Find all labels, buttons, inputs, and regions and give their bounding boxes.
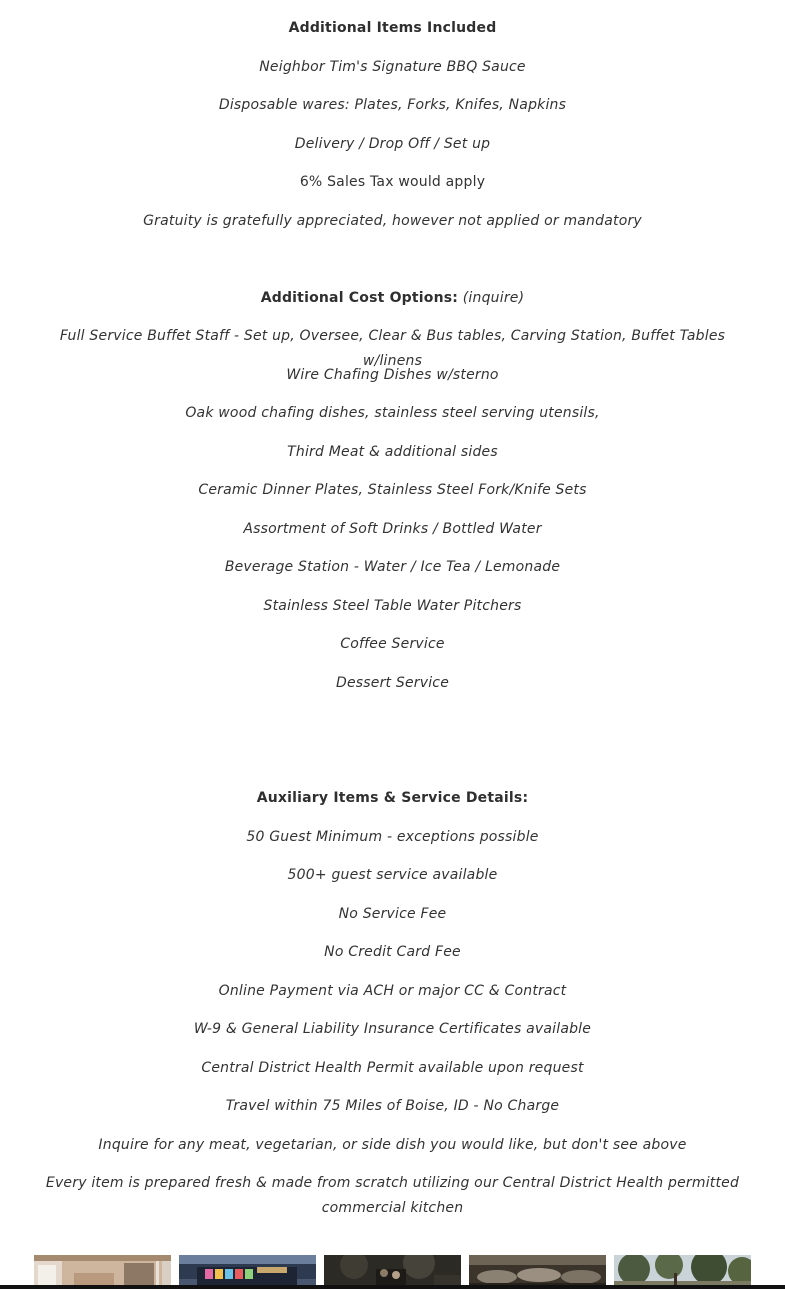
- cost-option-item: Dessert Service: [335, 675, 450, 691]
- cost-option-item: Full Service Buffet Staff - Set up, Oversee, Clear & Bus tables, Carving Station, Buffet Tables w/linens: [59, 328, 726, 369]
- gallery-thumb-restaurant-interior[interactable]: [34, 1255, 171, 1289]
- auxiliary-item: 500+ guest service available: [287, 867, 498, 883]
- auxiliary-item: No Service Fee: [338, 906, 447, 922]
- page-bottom-border: [0, 1285, 785, 1289]
- included-item: Neighbor Tim's Signature BBQ Sauce: [259, 59, 526, 75]
- cost-options-heading: Additional Cost Options:: [260, 290, 459, 306]
- gallery-thumb-buffet-table[interactable]: [469, 1255, 606, 1289]
- cost-option-item: Beverage Station - Water / Ice Tea / Lemonade: [224, 559, 561, 575]
- auxiliary-heading: Auxiliary Items & Service Details:: [256, 790, 529, 806]
- auxiliary-item: Inquire for any meat, vegetarian, or side dish you would like, but don't see above: [98, 1137, 687, 1153]
- cost-option-item: Assortment of Soft Drinks / Bottled Water: [243, 521, 542, 537]
- included-item: Disposable wares: Plates, Forks, Knifes, Napkins: [218, 97, 567, 113]
- cost-option-item: Wire Chafing Dishes w/sterno: [286, 367, 499, 383]
- included-item: Delivery / Drop Off / Set up: [294, 136, 491, 152]
- included-heading: Additional Items Included: [288, 20, 497, 36]
- gallery-thumb-outdoor-event[interactable]: [324, 1255, 461, 1289]
- gallery-thumb-tree-park[interactable]: [614, 1255, 751, 1289]
- cost-option-item: Oak wood chafing dishes, stainless steel serving utensils,: [185, 405, 600, 421]
- auxiliary-item: Online Payment via ACH or major CC & Contract: [218, 983, 567, 999]
- photo-gallery: [34, 1255, 751, 1289]
- cost-option-item: Stainless Steel Table Water Pitchers: [263, 598, 522, 614]
- auxiliary-item: No Credit Card Fee: [324, 944, 461, 960]
- cost-option-item: Coffee Service: [340, 636, 445, 652]
- cost-options-note: (inquire): [462, 290, 525, 306]
- restaurant-interior-photo-icon: [34, 1255, 171, 1289]
- included-item: Gratuity is gratefully appreciated, however not applied or mandatory: [143, 213, 642, 229]
- cost-options-heading-row: [28, 286, 757, 311]
- auxiliary-item: Every item is prepared fresh & made from scratch utilizing our Central District Health permitted commercial kitchen: [45, 1175, 740, 1216]
- tree-park-photo-icon: [614, 1255, 751, 1289]
- food-truck-photo-icon: [179, 1255, 316, 1289]
- included-item: 6% Sales Tax would apply: [299, 174, 486, 190]
- cost-option-item: Ceramic Dinner Plates, Stainless Steel Fork/Knife Sets: [198, 482, 587, 498]
- auxiliary-item: W-9 & General Liability Insurance Certificates available: [193, 1021, 592, 1037]
- gallery-thumb-food-truck[interactable]: [179, 1255, 316, 1289]
- cost-option-item: Third Meat & additional sides: [287, 444, 498, 460]
- auxiliary-item: Central District Health Permit available upon request: [201, 1060, 584, 1076]
- outdoor-event-photo-icon: [324, 1255, 461, 1289]
- buffet-table-photo-icon: [469, 1255, 606, 1289]
- auxiliary-item: 50 Guest Minimum - exceptions possible: [246, 829, 539, 845]
- auxiliary-item: Travel within 75 Miles of Boise, ID - No Charge: [225, 1098, 560, 1114]
